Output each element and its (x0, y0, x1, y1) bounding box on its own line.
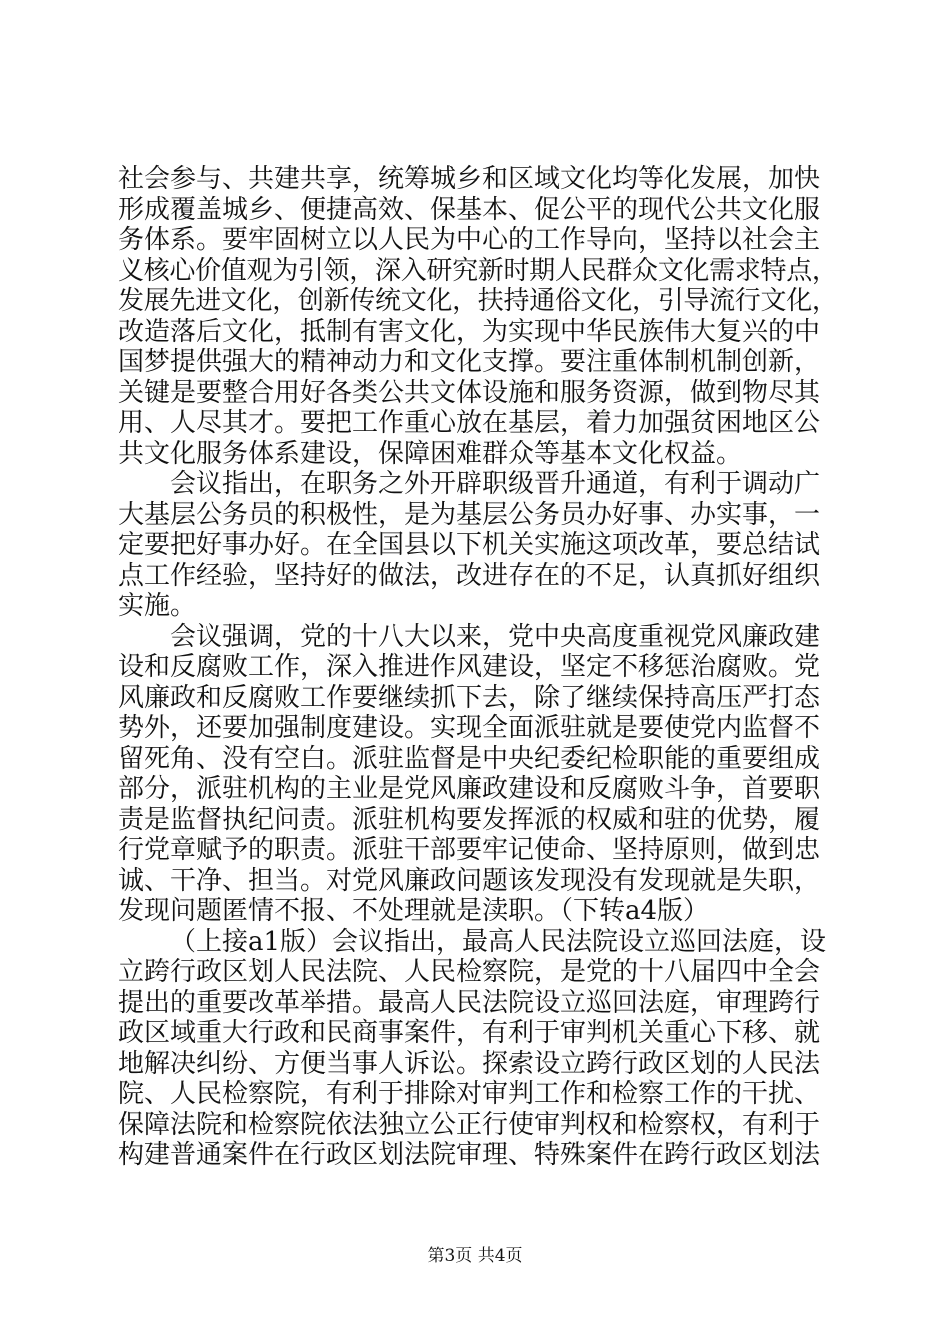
text-line: 发现问题匿情不报、不处理就是渎职。（下转a4版） (118, 896, 710, 926)
body-text (118, 164, 838, 1171)
text-line: 务体系。要牢固树立以人民为中心的工作导向，坚持以社会主 (118, 225, 821, 255)
text-line: 义核心价值观为引领，深入研究新时期人民群众文化需求特点， (118, 255, 838, 286)
text-line: 大基层公务员的积极性，是为基层公务员办好事、办实事，一 (118, 499, 821, 530)
text-line: 院、人民检察院，有利于排除对审判工作和检察工作的干扰、 (118, 1079, 821, 1109)
text-line: 风廉政和反腐败工作要继续抓下去，除了继续保持高压严打态 (118, 682, 821, 713)
text-line: 国梦提供强大的精神动力和文化支撑。要注重体制机制创新， (118, 347, 821, 377)
text-line: 形成覆盖城乡、便捷高效、保基本、促公平的现代公共文化服 (118, 194, 821, 225)
text-line: （上接a1版）会议指出，最高人民法院设立巡回法庭，设 (170, 926, 827, 957)
text-line: 保障法院和检察院依法独立公正行使审判权和检察权，有利于 (118, 1109, 821, 1140)
text-line: 行党章赋予的职责。派驻干部要牢记使命、坚持原则，做到忠 (118, 835, 821, 865)
text-line: 会议指出，在职务之外开辟职级晋升通道，有利于调动广 (170, 469, 821, 499)
text-line: 实施。 (118, 591, 197, 621)
text-line: 定要把好事办好。在全国县以下机关实施这项改革，要总结试 (118, 530, 821, 560)
text-line: 发展先进文化，创新传统文化，扶持通俗文化，引导流行文化， (118, 286, 838, 316)
text-line: 政区域重大行政和民商事案件，有利于审判机关重心下移、就 (118, 1018, 821, 1048)
text-line: 留死角、没有空白。派驻监督是中央纪委纪检职能的重要组成 (118, 743, 821, 774)
text-line: 地解决纠纷、方便当事人诉讼。探索设立跨行政区划的人民法 (118, 1048, 821, 1079)
text-line: 点工作经验，坚持好的做法，改进存在的不足，认真抓好组织 (118, 560, 821, 591)
text-line: 共文化服务体系建设，保障困难群众等基本文化权益。 (118, 438, 743, 469)
text-line: 势外，还要加强制度建设。实现全面派驻就是要使党内监督不 (118, 713, 821, 743)
text-line: 设和反腐败工作，深入推进作风建设，坚定不移惩治腐败。党 (118, 652, 821, 682)
text-line: 立跨行政区划人民法院、人民检察院，是党的十八届四中全会 (118, 957, 821, 987)
text-line: 部分，派驻机构的主业是党风廉政建设和反腐败斗争，首要职 (118, 774, 821, 804)
page-footer: 第3页 共4页 (427, 1246, 523, 1266)
text-line: 用、人尽其才。要把工作重心放在基层，着力加强贫困地区公 (118, 408, 821, 438)
text-line: 关键是要整合用好各类公共文体设施和服务资源，做到物尽其 (118, 377, 821, 408)
text-line: 改造落后文化，抵制有害文化，为实现中华民族伟大复兴的中 (118, 316, 821, 347)
text-line: 构建普通案件在行政区划法院审理、特殊案件在跨行政区划法 (118, 1140, 821, 1170)
text-line: 社会参与、共建共享，统筹城乡和区域文化均等化发展，加快 (118, 164, 821, 194)
text-line: 会议强调，党的十八大以来，党中央高度重视党风廉政建 (170, 621, 821, 652)
text-line: 提出的重要改革举措。最高人民法院设立巡回法庭，审理跨行 (118, 987, 821, 1018)
text-line: 诚、干净、担当。对党风廉政问题该发现没有发现就是失职， (118, 865, 821, 896)
text-line: 责是监督执纪问责。派驻机构要发挥派的权威和驻的优势，履 (118, 804, 821, 835)
